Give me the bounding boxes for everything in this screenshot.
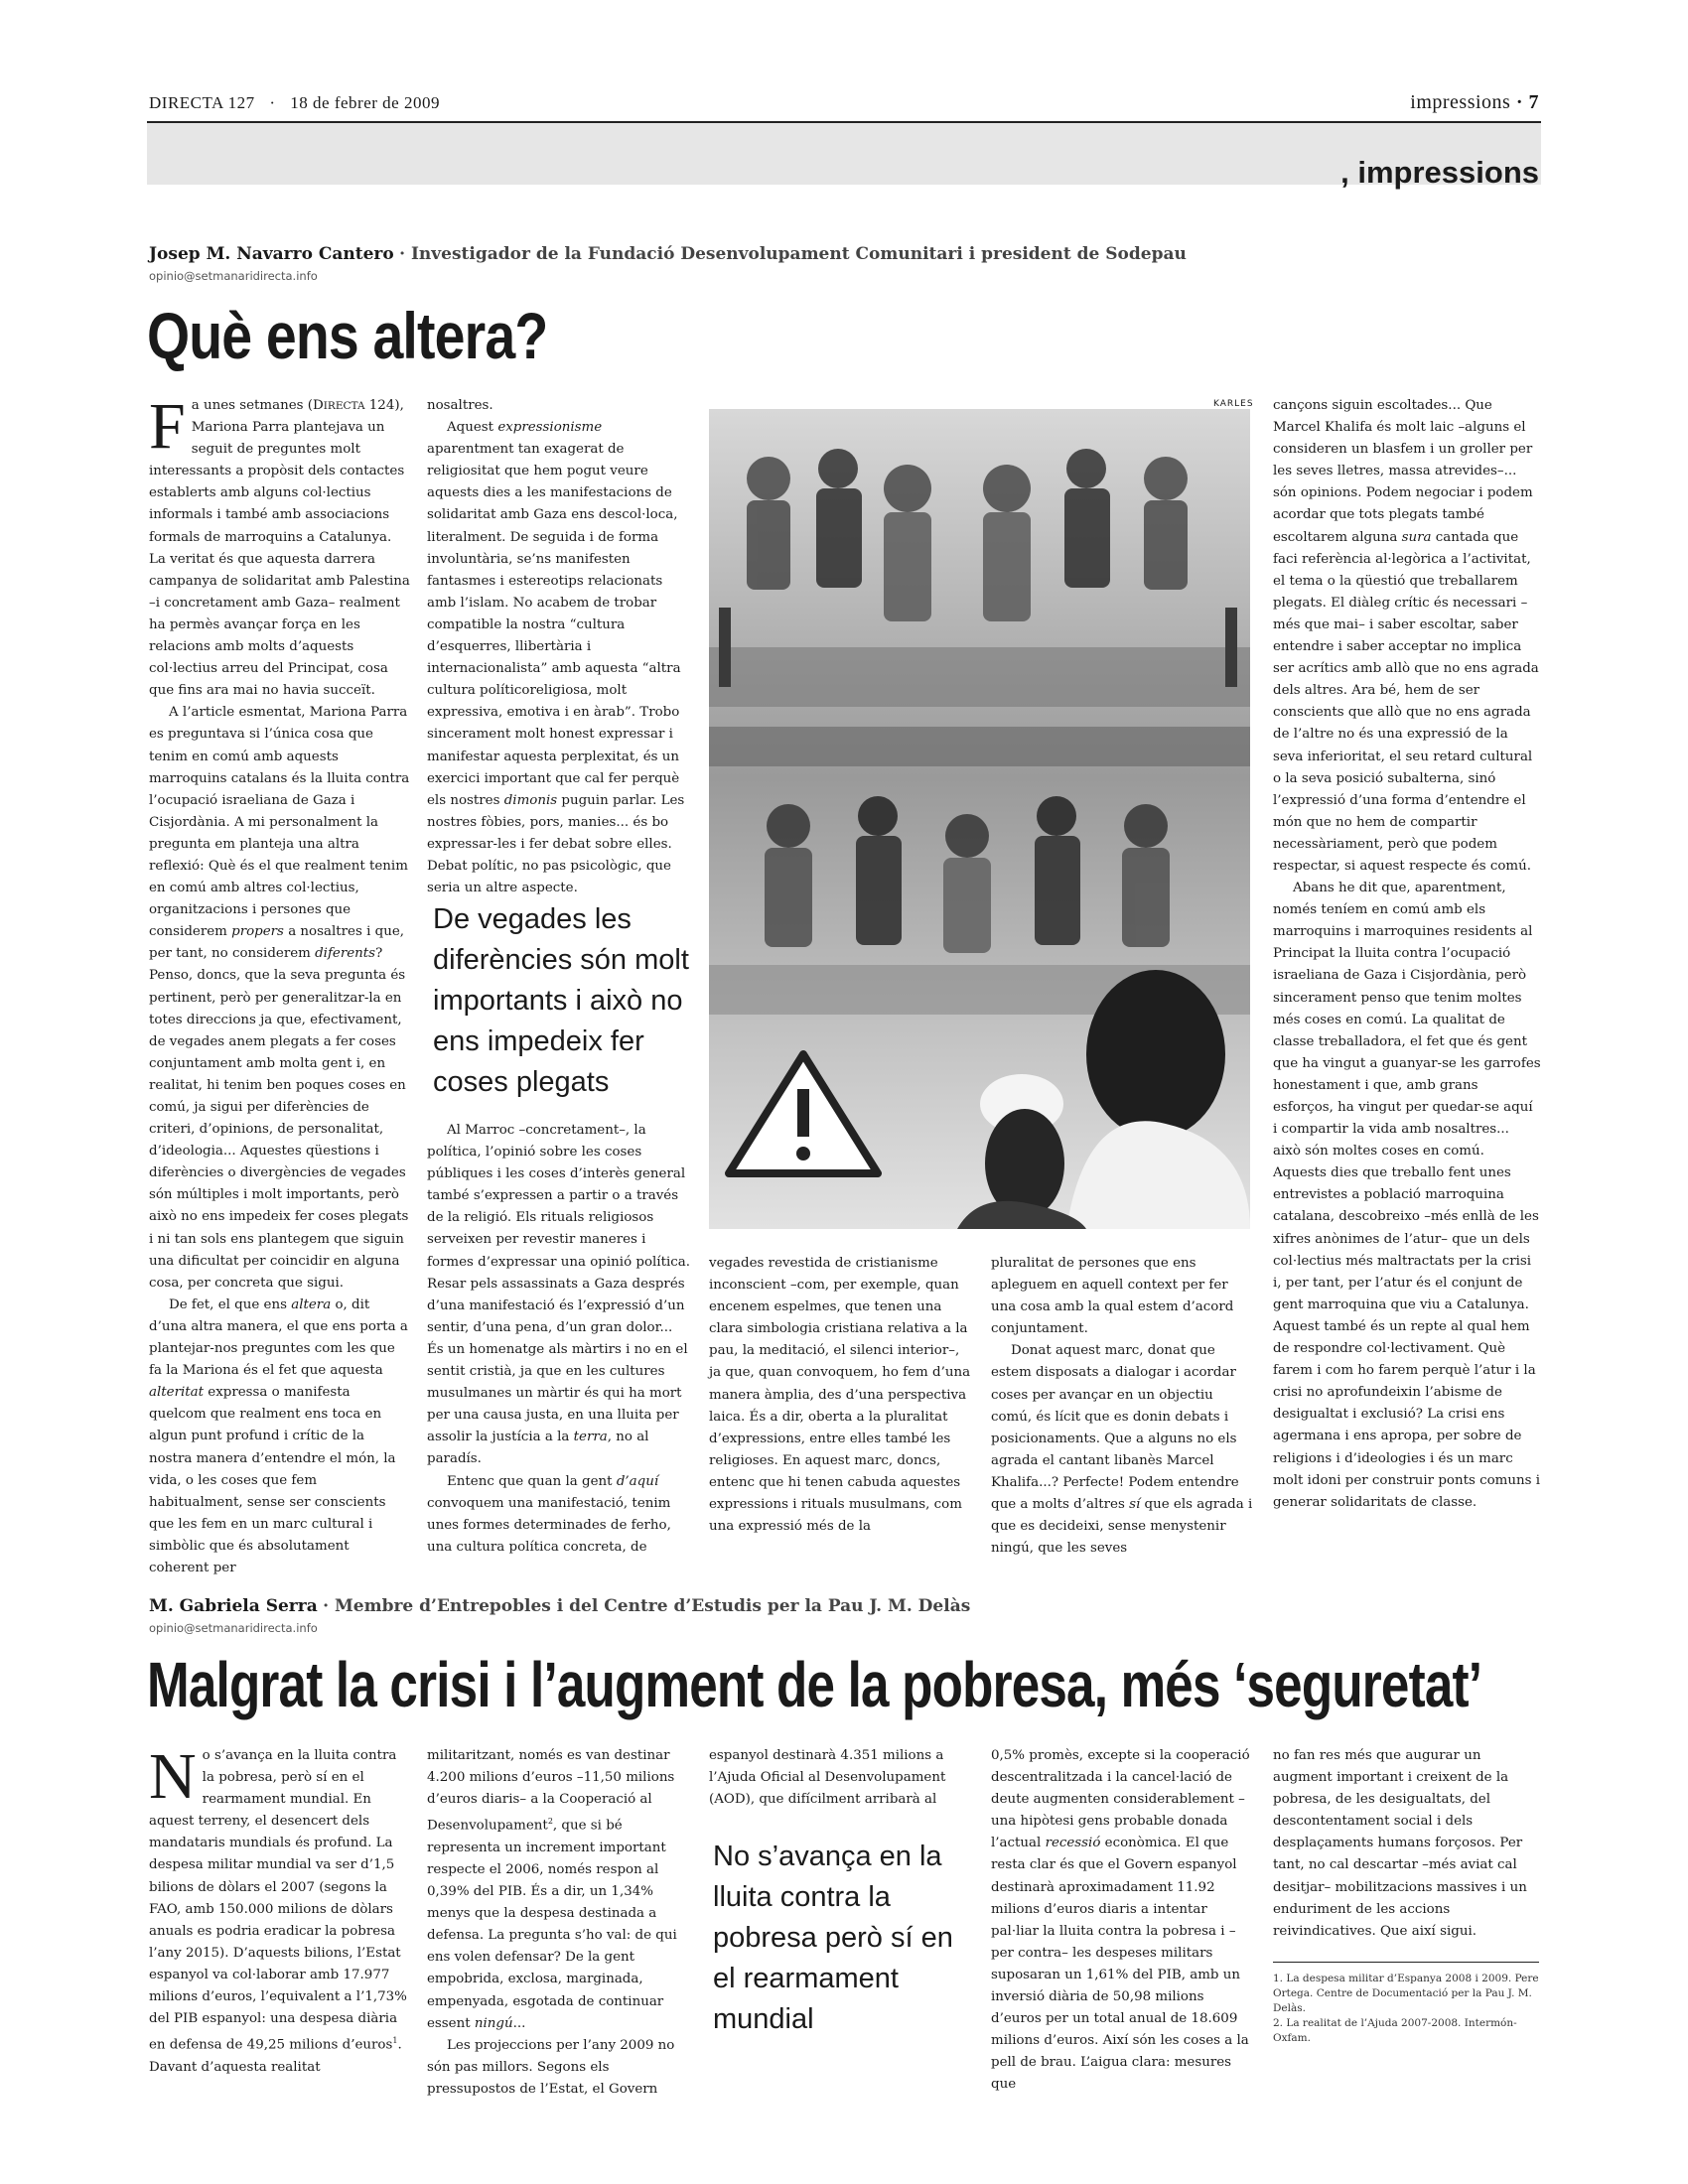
article2-byline <box>149 1596 970 1616</box>
article1-pull-quote: De vegades les diferències són molt importants i això no ens impedeix fer coses plegats <box>433 903 689 1098</box>
article2-column-2: militaritzant, només es van destinar 4.200 milions d’euros –11,50 milions d’euros diaris– a la Cooperació al Desenvolupament$^2$, que si bé representa un increment important respecte el 2006, només respon al 0,39% del PIB. És a dir, un 1,34% menys que la despesa destinada a defensa. La pregunta s’ho val: de qui ens volen defensar? De la gent empobrida, exclosa, marginada, empenyada, esgotada de continuar essent ningú... Les projeccions per l’any 2009 no són pas millors. Segons els pressupostos de l’Estat, el Govern <box>427 1748 677 2097</box>
image-credit: KARLES <box>1213 399 1254 409</box>
page-label <box>1410 91 1539 114</box>
page-section: impressions <box>1410 91 1511 113</box>
article2-column-3: espanyol destinarà 4.351 milions a l’Ajuda Oficial al Desenvolupament (AOD), que difícilment arribarà al <box>709 1748 946 1808</box>
footnote-rule <box>1273 1962 1539 1963</box>
article1-byline <box>149 244 1187 264</box>
issue-date: 18 de febrer de 2009 <box>290 93 440 112</box>
header-separator: · <box>269 93 276 112</box>
article1-title: Què ens altera? <box>147 299 548 372</box>
article2-author: M. Gabriela Serra <box>149 1596 318 1616</box>
article1-column-3: vegades revestida de cristianisme inconscient –com, per exemple, quan encenem espelmes, que tenen una clara simbologia cristiana relativa a la pau, la meditació, el silenci interior–, ja que, quan convoquem, ho fem d’una manera àmplia, des d’una perspectiva laica. És a dir, oberta a la pluralitat d’expressions, entre elles també les religioses. En aquest marc, doncs, entenc que hi tenen cabuda aquestes expressions i rituals musulmans, com una expressió més de la <box>709 1256 971 1535</box>
article1-author: Josep M. Navarro Cantero <box>149 244 394 264</box>
article1-column-5: cançons siguin escoltades... Que Marcel Khalifa és molt laic –alguns el consideren un blasfem i un groller per les seves lletres, massa atrevides–... són opinions. Podem negociar i podem acordar que tots plegats també escoltarem alguna sura cantada que faci referència al·legòrica a l’activitat, el tema o la qüestió que treballarem plegats. El diàleg crític és necessari –més que mai– i saber escoltar, saber entendre i saber acceptar no implica ser acrítics amb allò que no ens agrada dels altres. Ara bé, hem de ser conscients que allò que no ens agrada de l’altre no és una expressió de la seva inferioritat, el seu retard cultural o la seva posició subalterna, sinó l’expressió d’una forma d’entendre el món que no hem de compartir necessàriament, però que podem respectar, si aquest respecte és comú. Abans he dit que, aparentment, només teníem en comú amb els marroquins i marroquines residents al Principat la lluita contra l’ocupació israeliana de Gaza i Cisjordània, però sincerament penso que tenim moltes més coses en comú. La qualitat de classe treballadora, el fet que és gent que ha vingut a guanyar-se les garrofes honestament i que, amb grans esforços, ha vingut per quedar-se aquí i compartir la vida amb nosaltres... això són moltes coses en comú. Aquests dies que treballo fent unes entrevistes a població marroquina catalana, descobreixo –més enllà de les xifres anònimes de l’atur– que un dels col·lectius més maltractats per la crisi i, per tant, per l’atur és el conjunt de gent marroquina que viu a Catalunya. Aquest també és un repte al qual hem de respondre col·lectivament. Què farem i com ho farem perquè l’atur i la crisi no aprofundeixin l’abisme de desigualtat i exclusió? La crisi ens agermana i ens apropa, per sobre de religions i d’ideologies i és un marc molt idoni per construir ponts comuns i generar solidaritats de classe. <box>1273 398 1541 1510</box>
issue-info <box>149 93 440 113</box>
article1-illustration <box>709 409 1250 1229</box>
article2-column-5: no fan res més que augurar un augment important i creixent de la pobresa, de les desigualtats, del descontentament social i dels desplaçaments humans forçosos. Per tant, no cal descartar –més aviat cal desitjar– mobilitzacions massives i un enduriment de les accions reivindicatives. Que així sigui. <box>1273 1748 1527 1939</box>
article2-title: Malgrat la crisi i l’augment de la pobresa, més ‘seguretat’ <box>147 1649 1482 1720</box>
article1-email: opinio@setmanaridirecta.info <box>149 269 318 283</box>
article1-column-4: pluralitat de persones que ens apleguem en aquell context per fer una cosa amb la qual estem d’acord conjuntament. Donat aquest marc, donat que estem disposats a dialogar i acordar coses per avançar en un objectiu comú, és lícit que es donin debats i posicionaments. Que a alguns no els agrada el cantant libanès Marcel Khalifa...? Perfecte! Podem entendre que a molts d’altres sí que els agrada i que es decideixi, sense menystenir ningú, que les seves <box>991 1256 1253 1557</box>
article2-role: · Membre d’Entrepobles i del Centre d’Estudis per la Pau J. M. Delàs <box>323 1596 971 1616</box>
footnote-1: 1. La despesa militar d’Espanya 2008 i 2009. Pere Ortega. Centre de Documentació per la Pau J. M. Delàs. <box>1273 1973 1539 2014</box>
article1-column-2-top: nosaltres. Aquest expressionisme aparentment tan exagerat de religiositat que hem pogut veure aquests dies a les manifestacions de solidaritat amb Gaza ens descol·loca, literalment. De seguida i de forma involuntària, se’ns manifesten fantasmes i estereotips relacionats amb l’islam. No acabem de trobar compatible la nostra “cultura d’esquerres, llibertària i internacionalista” amb aquesta “altra cultura políticoreligiosa, molt expressiva, emotiva i en àrab”. Trobo sincerament molt honest expressar i manifestar aquesta perplexitat, és un exercici important que cal fer perquè els nostres dimonis puguin parlar. Les nostres fòbies, pors, manies... és bo expressar-les i fer debat sobre elles. Debat polític, no pas psicològic, que seria un altre aspecte. <box>427 398 685 896</box>
article1-column-1: Fa unes setmanes (DIRECTA 124), Mariona Parra plantejava un seguit de preguntes molt interessants a propòsit dels contactes establerts amb alguns col·lectius informals i també amb associacions formals de marroquins a Catalunya. La veritat és que aquesta darrera campanya de solidaritat amb Palestina –i concretament amb Gaza– realment ha permès avançar força en les relacions amb molts d’aquests col·lectius arreu del Principat, cosa que fins ara mai no havia succeït. A l’article esmentat, Mariona Parra es preguntava si l’única cosa que tenim en comú amb aquests marroquins catalans és la lluita contra l’ocupació israeliana de Gaza i Cisjordània. A mi personalment la pregunta em planteja una altra reflexió: Què és el que realment tenim en comú amb altres col·lectius, organitzacions i persones que considerem propers a nosaltres i que, per tant, no considerem diferents? Penso, doncs, que la seva pregunta és pertinent, però per generalitzar-la en totes direccions ja que, efectivament, de vegades anem plegats a fer coses conjuntament amb molta gent i, en realitat, hi tenim ben poques coses en comú, ja sigui per diferències de criteri, d’opinions, de personalitat, d’ideologia... Aquestes qüestions i diferències o divergències de vegades són múltiples i molt importants, però això no ens impedeix fer coses plegats i ni tan sols ens plantegem que siguin una dificultat per coincidir en alguna cosa, per concreta que sigui. De fet, el que ens altera o, dit d’una altra manera, el que ens porta a plantejar-nos preguntes com les que fa la Mariona és el fet que aquesta alteritat expressa o manifesta quelcom que realment ens toca en algun punt profund i crític de la nostra manera d’entendre el món, la vida, o les coses que fem habitualment, sense ser conscients que les fem en un marc cultural i simbòlic que és absolutament coherent per <box>149 390 410 1575</box>
section-band <box>147 123 1541 185</box>
footnotes <box>1273 1972 1539 2046</box>
issue-name: DIRECTA 127 <box>149 93 255 112</box>
article2-column-4: 0,5% promès, excepte si la cooperació descentralitzada i la cancel·lació de deute augmenten considerablement –una hipòtesi gens probable donada l’actual recessió econòmica. El que resta clar és que el Govern espanyol destinarà aproximadament 11.92 milions d’euros diaris a intentar pal·liar la lluita contra la pobresa i –per contra– les despeses militars suposaran un 1,61% del PIB, amb un inversió diària de 50,98 milions d’euros per un total anual de 18.609 milions d’euros. Així són les coses a la pell de brau. L’aigua clara: mesures que <box>991 1748 1250 2093</box>
article1-column-2-bottom: Al Marroc –concretament–, la política, l’opinió sobre les coses públiques i les coses d’interès general també s’expressen a partir o a través de la religió. Els rituals religiosos serveixen per revestir maneres i formes d’expressar una opinió política. Resar pels assassinats a Gaza després d’una manifestació és l’expressió d’un sentir, d’una pena, d’un gran dolor... És un homenatge als màrtirs i no en el sentit cristià, ja que en les cultures musulmanes un màrtir és qui ha mort per una causa justa, en una lluita per assolir la justícia a la terra, no al paradís. Entenc que quan la gent d’aquí convoquem una manifestació, tenim unes formes determinades de ferho, una cultura política concreta, de <box>427 1123 690 1555</box>
section-banner: , impressions <box>1340 155 1539 190</box>
article2-column-1: No s’avança en la lluita contra la pobresa, però sí en el rearmament mundial. En aquest terreny, el desencert dels mandataris mundials és profund. La despesa militar mundial va ser d’1,5 bilions de dòlars el 2007 (segons la FAO, amb 150.000 milions de dòlars anuals es podria eradicar la pobresa l’any 2015). D’aquests bilions, l’Estat espanyol va col·laborar amb 17.977 milions d’euros, l’equivalent a l’1,73% del PIB espanyol: una despesa diària en defensa de 49,25 milions d’euros$^1$. Davant d’aquesta realitat <box>149 1740 407 2075</box>
page-number: · 7 <box>1515 91 1539 113</box>
article1-role: · Investigador de la Fundació Desenvolupament Comunitari i president de Sodepau <box>399 244 1187 264</box>
article2-pull-quote: No s’avança en la lluita contra la pobresa però sí en el rearmament mundial <box>713 1841 953 2035</box>
article2-email: opinio@setmanaridirecta.info <box>149 1621 318 1635</box>
footnote-2: 2. La realitat de l’Ajuda 2007-2008. Intermón-Oxfam. <box>1273 2017 1517 2044</box>
